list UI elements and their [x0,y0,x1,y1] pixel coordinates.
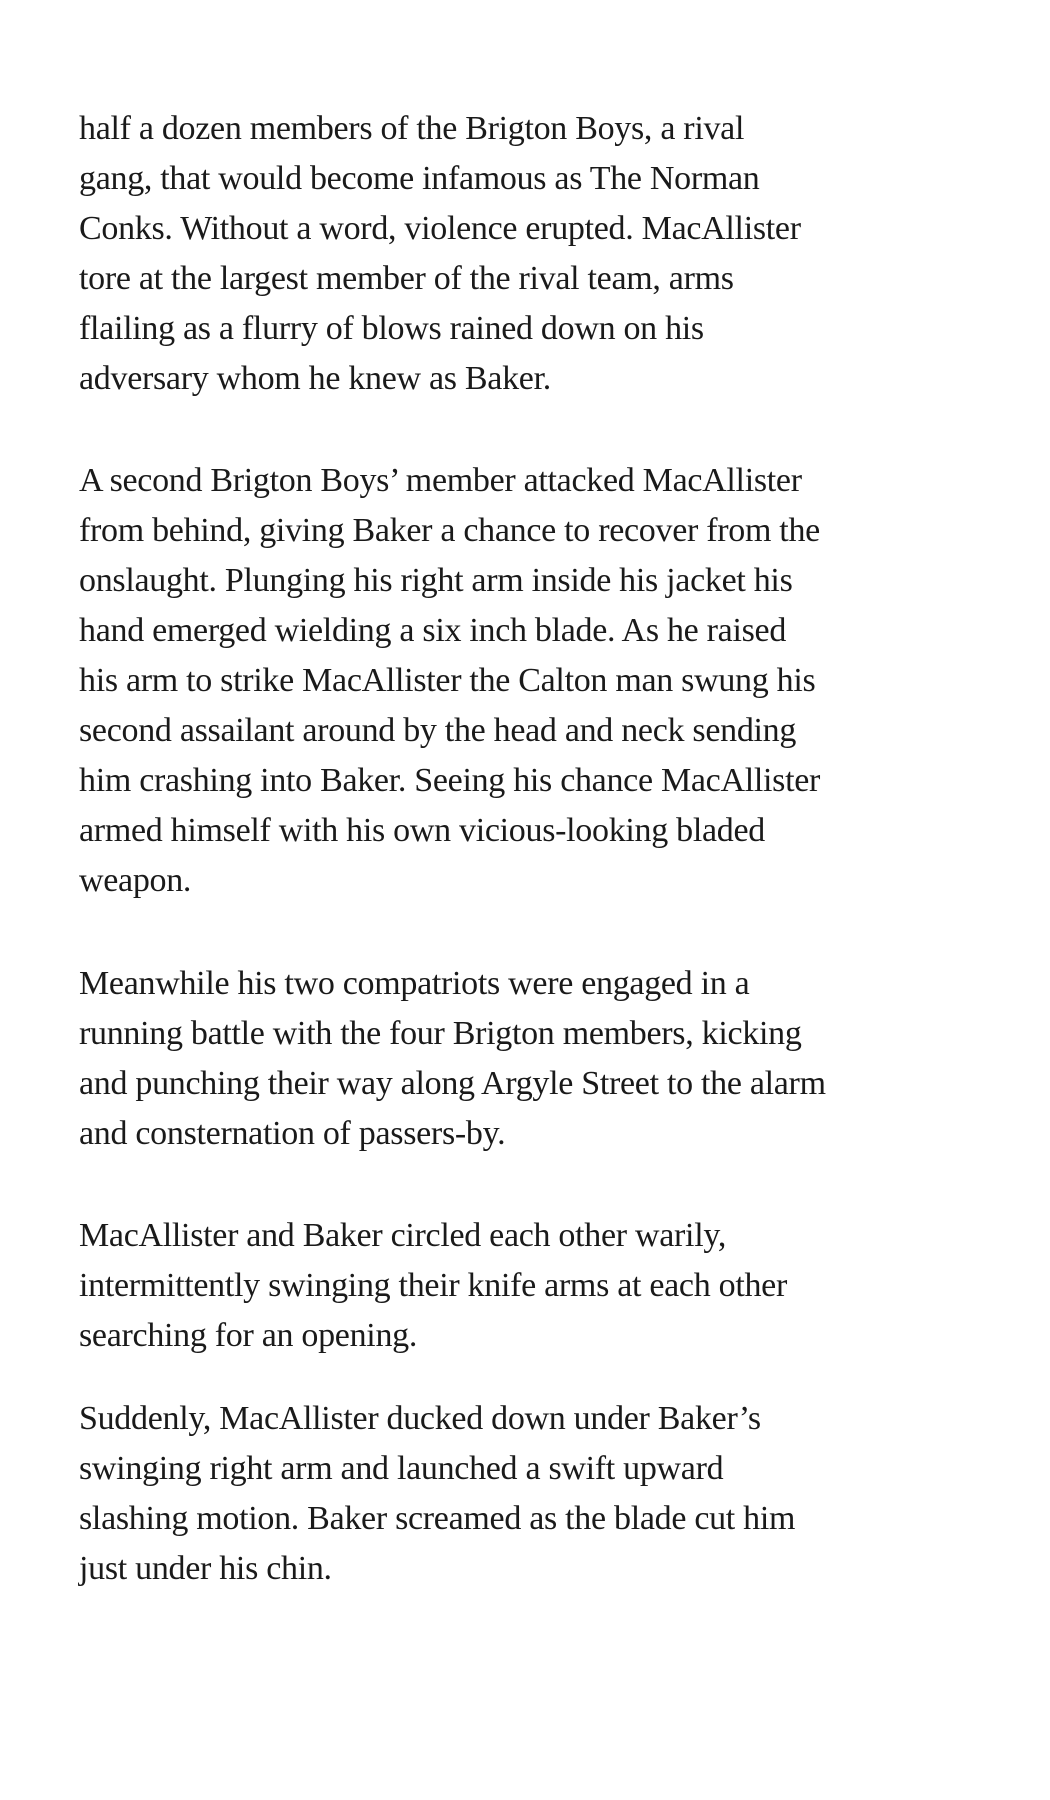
paragraph-5 [79,1394,795,1594]
paragraph-1 [79,104,801,404]
text-line: A second Brigton Boys’ member attacked MacAllister [79,462,802,499]
text-line: flailing as a flurry of blows rained down on his [79,310,704,347]
paragraph-4 [79,1211,787,1361]
text-line: onslaught. Plunging his right arm inside his jacket his [79,562,793,599]
text-line: searching for an opening. [79,1317,418,1354]
text-line: gang, that would become infamous as The Norman [79,160,760,197]
text-line: him crashing into Baker. Seeing his chance MacAllister [79,762,821,799]
text-line: tore at the largest member of the rival team, arms [79,260,734,297]
text-line: second assailant around by the head and neck sending [79,712,797,749]
text-line: adversary whom he knew as Baker. [79,360,551,397]
text-line: half a dozen members of the Brigton Boys, a rival [79,110,745,147]
text-line: swinging right arm and launched a swift upward [79,1450,724,1487]
text-line: armed himself with his own vicious-looking bladed [79,812,765,849]
paragraph-2 [79,456,820,906]
text-line: weapon. [79,862,192,899]
text-line: slashing motion. Baker screamed as the blade cut him [79,1500,796,1537]
text-line: MacAllister and Baker circled each other warily, [79,1217,727,1254]
text-line: hand emerged wielding a six inch blade. As he raised [79,612,787,649]
text-line: Meanwhile his two compatriots were engaged in a [79,965,750,1002]
text-line: from behind, giving Baker a chance to recover from the [79,512,820,549]
text-line: and punching their way along Argyle Street to the alarm [79,1065,826,1102]
text-line: Suddenly, MacAllister ducked down under Baker’s [79,1400,761,1437]
text-line: and consternation of passers-by. [79,1115,506,1152]
text-line: his arm to strike MacAllister the Calton man swung his [79,662,816,699]
paragraph-3 [79,959,826,1159]
text-line: Conks. Without a word, violence erupted. MacAllister [79,210,801,247]
text-line: intermittently swinging their knife arms at each other [79,1267,787,1304]
text-line: running battle with the four Brigton members, kicking [79,1015,802,1052]
text-line: just under his chin. [79,1550,332,1587]
